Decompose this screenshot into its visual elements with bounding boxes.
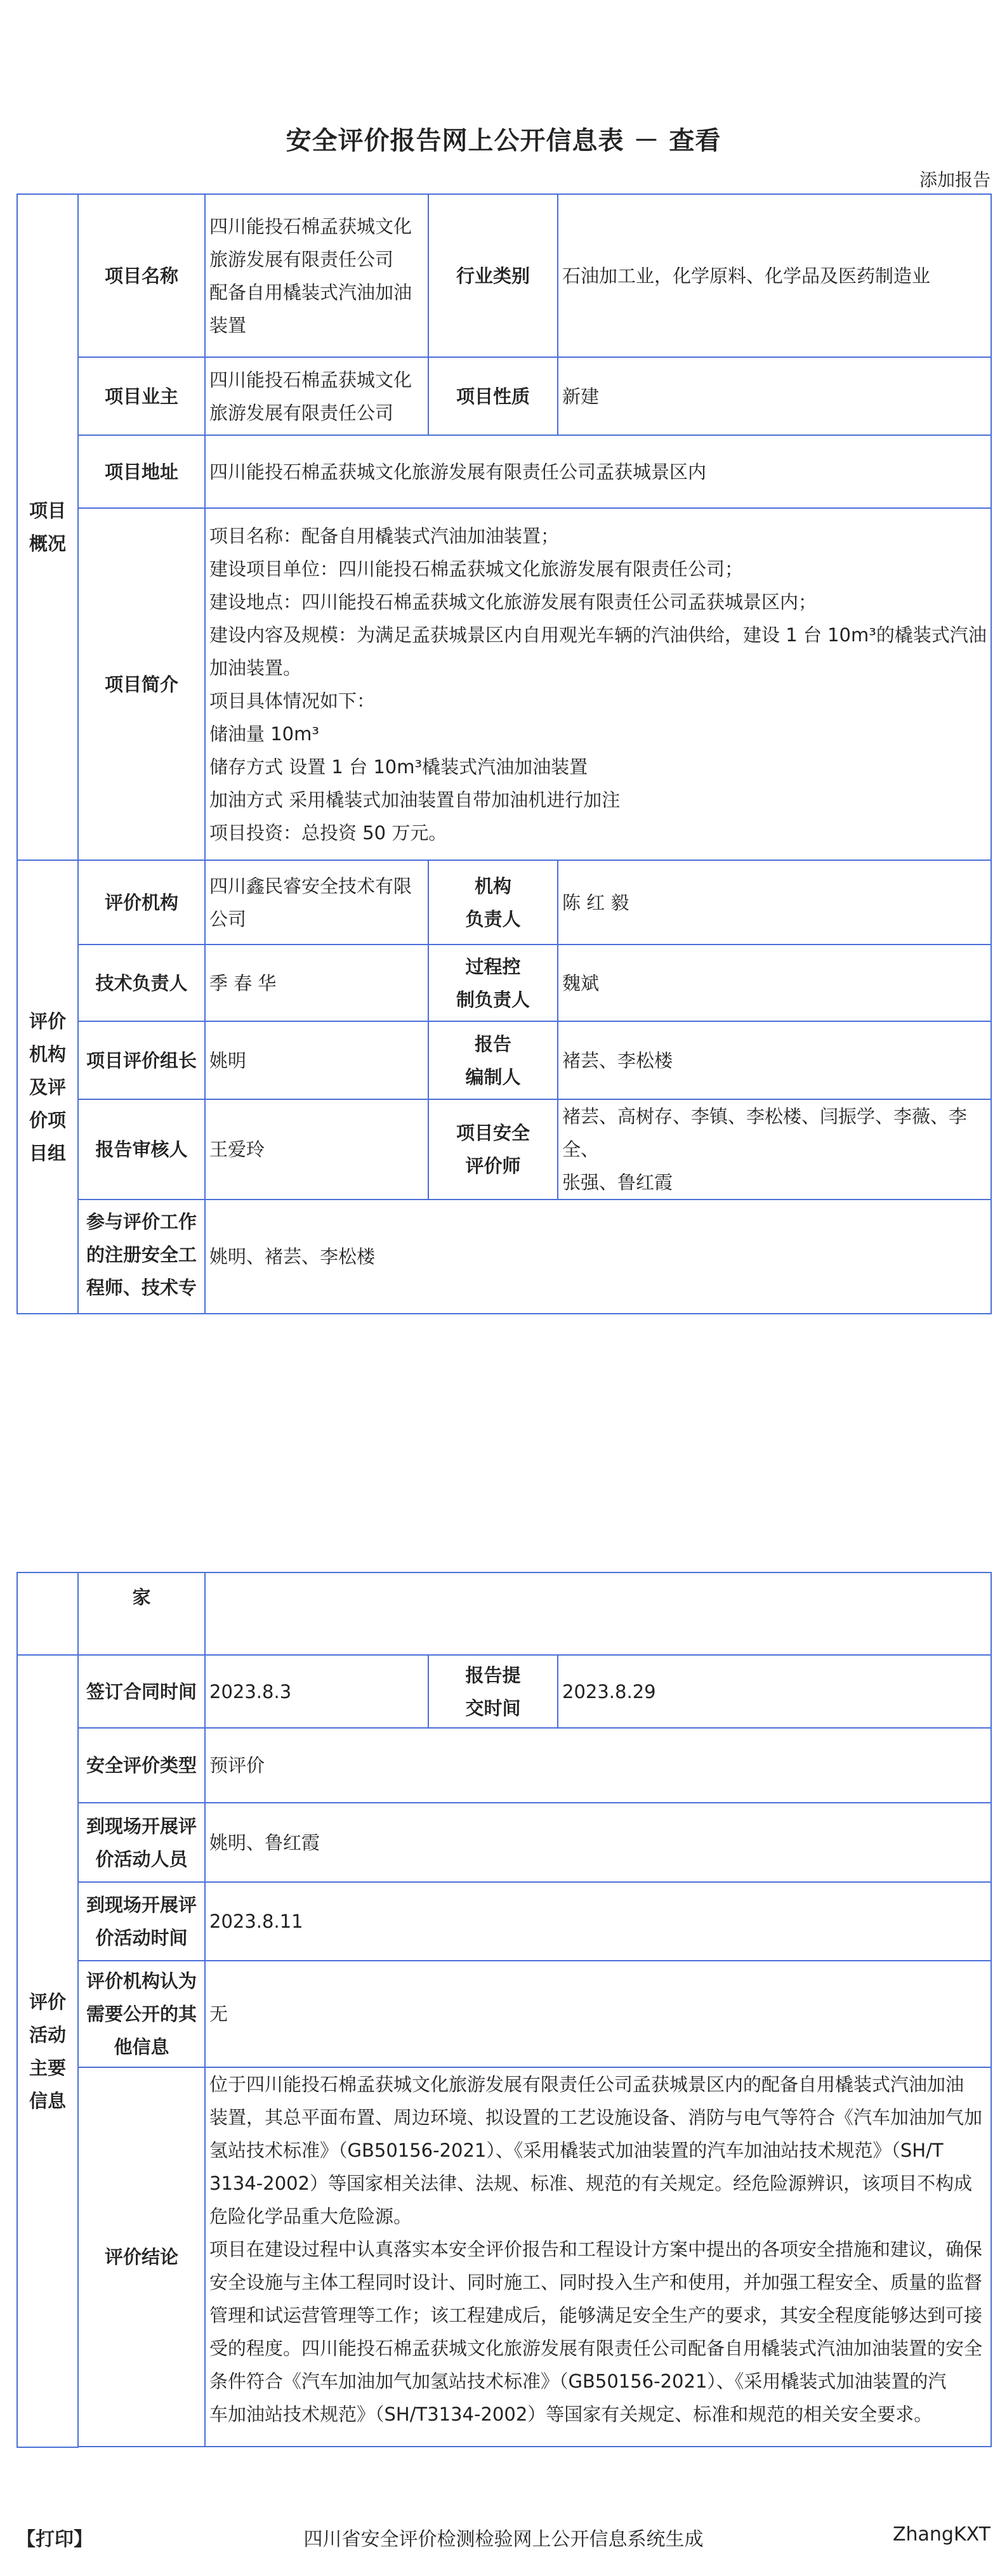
intro-line: 项目投资：总投资 50 万元。 [209, 821, 447, 844]
contract-date-label: 签订合同时间 [78, 1655, 205, 1728]
page-title: 安全评价报告网上公开信息表 － 查看 [286, 126, 721, 155]
conclusion-line: 安全设施与主体工程同时设计、同时施工、同时投入生产和使用，并加强工程安全、质量的监督 [209, 2272, 983, 2293]
submit-date-label: 报告提 交时间 [428, 1655, 558, 1728]
registered-engineers-value: 姚明、褚芸、李松楼 [205, 1200, 991, 1314]
project-intro-value [205, 508, 991, 860]
footer-system-text: 四川省安全评价检测检验网上公开信息系统生成 [303, 2528, 704, 2551]
onsite-time-value: 2023.8.11 [205, 1882, 991, 1961]
onsite-people-label: 到现场开展评 价活动人员 [78, 1803, 205, 1882]
eval-type-label: 安全评价类型 [78, 1728, 205, 1803]
onsite-time-label: 到现场开展评 价活动时间 [78, 1882, 205, 1961]
conclusion-label: 评价结论 [78, 2067, 205, 2447]
intro-line: 项目名称：配备自用橇装式汽油加油装置； [209, 525, 560, 547]
conclusion-line: 氢站技术标准》（GB50156-2021）、《采用橇装式加油装置的汽车加油站技术规范》（SH/T [209, 2140, 944, 2161]
org-head-label: 机构 负责人 [428, 860, 558, 945]
tech-head-label: 技术负责人 [78, 945, 205, 1021]
intro-line: 加油方式 采用橇装式加油装置自带加油机进行加注 [209, 788, 621, 811]
intro-line: 项目具体情况如下： [209, 690, 376, 712]
org-head-value: 陈 红 毅 [558, 860, 991, 945]
conclusion-value [205, 2067, 991, 2447]
safety-evaluators-label: 项目安全 评价师 [428, 1099, 558, 1200]
public-info-label: 评价机构认为 需要公开的其 他信息 [78, 1961, 205, 2067]
project-address-value: 四川能投石棉孟获城文化旅游发展有限责任公司孟获城景区内 [205, 435, 991, 508]
project-owner-label: 项目业主 [78, 357, 205, 435]
project-name-label: 项目名称 [78, 194, 205, 357]
intro-line: 建设项目单位：四川能投石棉孟获城文化旅游发展有限责任公司； [209, 558, 744, 580]
conclusion-line: 位于四川能投石棉孟获城文化旅游发展有限责任公司孟获城景区内的配备自用橇装式汽油加油 [209, 2074, 964, 2095]
conclusion-line: 受的程度。四川能投石棉孟获城文化旅游发展有限责任公司配备自用橇装式汽油加油装置的安全 [209, 2337, 983, 2359]
industry-value: 石油加工业，化学原料、化学品及医药制造业 [558, 194, 991, 357]
report-reviewer-value: 王爱玲 [205, 1099, 428, 1200]
project-nature-label: 项目性质 [428, 357, 558, 435]
project-owner-value: 四川能投石棉孟获城文化 旅游发展有限责任公司 [205, 357, 428, 435]
intro-line: 储油量 10m³ [209, 722, 319, 745]
section-evaluation-activity: 评价 活动 主要 信息 [17, 1655, 78, 2447]
section-continued [17, 1572, 78, 1655]
conclusion-line: 装置，其总平面布置、周边环境、拟设置的工艺设施设备、消防与电气等符合《汽车加油加气加 [209, 2107, 983, 2128]
contract-date-value: 2023.8.3 [205, 1655, 428, 1728]
registered-engineers-label [78, 1200, 205, 1314]
conclusion-line: 管理和试运营管理等工作；该工程建成后，能够满足安全生产的要求，其安全程度能够达到可接 [209, 2305, 983, 2326]
print-button[interactable]: 【打印】 [16, 2528, 93, 2551]
project-intro-label: 项目简介 [78, 508, 205, 860]
intro-line: 建设内容及规模：为满足孟获城景区内自用观光车辆的汽油供给，建设 1 台 10m³的橇装式汽油 [209, 624, 987, 646]
eval-type-value: 预评价 [205, 1728, 991, 1803]
report-author-label: 报告 编制人 [428, 1021, 558, 1099]
project-nature-value: 新建 [558, 357, 991, 435]
process-head-label: 过程控 制负责人 [428, 945, 558, 1021]
team-leader-value: 姚明 [205, 1021, 428, 1099]
intro-line: 建设地点：四川能投石棉孟获城文化旅游发展有限责任公司孟获城景区内； [209, 591, 817, 613]
eval-org-label: 评价机构 [78, 860, 205, 945]
safety-evaluators-value: 褚芸、高树存、李镇、李松楼、闫振学、李薇、李全、 张强、鲁红霞 [558, 1099, 991, 1200]
intro-line: 储存方式 设置 1 台 10m³橇装式汽油加油装置 [209, 755, 588, 778]
info-table-page1 [16, 193, 992, 1314]
onsite-people-value: 姚明、鲁红霞 [205, 1803, 991, 1882]
tech-head-value: 季 春 华 [205, 945, 428, 1021]
conclusion-line: 3134-2002）等国家相关法律、法规、标准、规范的有关规定。经危险源辨识，该项目不构成 [209, 2173, 973, 2194]
add-report-link[interactable]: 添加报告 [919, 169, 991, 190]
report-reviewer-label: 报告审核人 [78, 1099, 205, 1200]
intro-line: 加油装置。 [209, 657, 302, 679]
section-project-overview: 项目 概况 [17, 194, 78, 860]
conclusion-line: 危险化学品重大危险源。 [209, 2206, 412, 2227]
registered-engineers-value-cont [205, 1572, 991, 1655]
registered-engineers-label-cont: 家 [78, 1572, 205, 1655]
footer-username: ZhangKXT [892, 2523, 991, 2546]
report-author-value: 褚芸、李松楼 [558, 1021, 991, 1099]
process-head-value: 魏斌 [558, 945, 991, 1021]
industry-label: 行业类别 [428, 194, 558, 357]
project-name-value: 四川能投石棉孟获城文化 旅游发展有限责任公司 配备自用橇装式汽油加油 装置 [205, 194, 428, 357]
info-table-page2 [16, 1572, 992, 2448]
section-evaluation-team: 评价 机构 及评 价项 目组 [17, 860, 78, 1314]
team-leader-label: 项目评价组长 [78, 1021, 205, 1099]
project-address-label: 项目地址 [78, 435, 205, 508]
public-info-value: 无 [205, 1961, 991, 2067]
registered-engineers-label-text: 参与评价工作 的注册安全工 程师、技术专 [86, 1211, 197, 1298]
conclusion-line: 项目在建设过程中认真落实本安全评价报告和工程设计方案中提出的各项安全措施和建议，确保 [209, 2239, 983, 2260]
eval-org-value: 四川鑫民睿安全技术有限 公司 [205, 860, 428, 945]
submit-date-value: 2023.8.29 [558, 1655, 991, 1728]
conclusion-line: 车加油站技术规范》（SH/T3134-2002）等国家有关规定、标准和规范的相关安全要求。 [209, 2403, 933, 2425]
conclusion-line: 条件符合《汽车加油加气加氢站技术标准》（GB50156-2021）、《采用橇装式加油装置的汽 [209, 2370, 947, 2392]
